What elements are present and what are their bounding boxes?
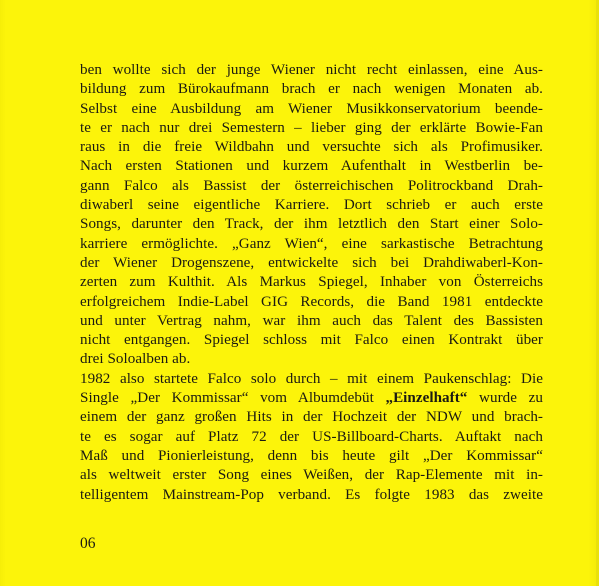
text-line: diwaberl seine eigentliche Karriere. Dort schrieb er auch erste — [80, 197, 543, 214]
text-line: telligentem Mainstream-Pop verband. Es folgte 1983 das zweite — [80, 486, 543, 503]
text-line: te es sogar auf Platz 72 der US-Billboard-Charts. Auftakt nach — [80, 428, 543, 445]
text-segment: Single „Der Kommissar“ vom Albumdebüt — [80, 390, 386, 407]
text-line: und unter Vertrag nahm, war ihm auch das Talent des Bassisten — [80, 312, 543, 329]
text-line: raus in die freie Wildbahn und versuchte sich als Profimusiker. — [80, 139, 543, 156]
text-line: te er nach nur drei Semestern – lieber ging der erklärte Bowie-Fan — [80, 119, 543, 136]
text-line: karriere ermöglichte. „Ganz Wien“, eine sarkastische Betrachtung — [80, 235, 543, 252]
text-line: ben wollte sich der junge Wiener nicht recht einlassen, eine Aus- — [80, 62, 543, 78]
text-line: zerten zum Kulthit. Als Markus Spiegel, Inhaber von Österreichs — [80, 274, 543, 291]
page-number: 06 — [80, 535, 96, 552]
text-line: bildung zum Bürokaufmann brach er nach wenigen Monaten ab. — [80, 81, 543, 98]
text-line: der Wiener Drogenszene, entwickelte sich bei Drahdiwaberl-Kon- — [80, 254, 543, 271]
text-line: einem der ganz großen Hits in der Hochzeit der NDW und brach- — [80, 409, 543, 426]
text-line: Nach ersten Stationen und kurzem Aufenthalt in Westberlin be- — [80, 158, 543, 175]
text-line: als weltweit erster Song eines Weißen, der Rap-Elemente mit in- — [80, 467, 543, 484]
text-segment: wurde zu — [467, 390, 543, 407]
text-line: Songs, darunter den Track, der ihm letztlich den Start einer Solo- — [80, 216, 543, 233]
text-line: drei Soloalben ab. — [80, 351, 191, 368]
body-text — [80, 61, 543, 505]
text-line: Selbst eine Ausbildung am Wiener Musikkonservatorium beende- — [80, 100, 543, 117]
text-line: Maß und Pionierleistung, denn bis heute gilt „Der Kommissar“ — [80, 447, 543, 464]
text-line: 1982 also startete Falco solo durch – mit einem Paukenschlag: Die — [80, 370, 543, 387]
album-title: „Einzelhaft“ — [385, 390, 468, 407]
text-line: gann Falco als Bassist der österreichischen Politrockband Drah- — [80, 177, 543, 194]
text-line-with-bold — [80, 389, 543, 408]
text-line: erfolgreichem Indie-Label GIG Records, die Band 1981 entdeckte — [80, 293, 543, 310]
text-line: nicht entgangen. Spiegel schloss mit Falco einen Kontrakt über — [80, 332, 543, 349]
